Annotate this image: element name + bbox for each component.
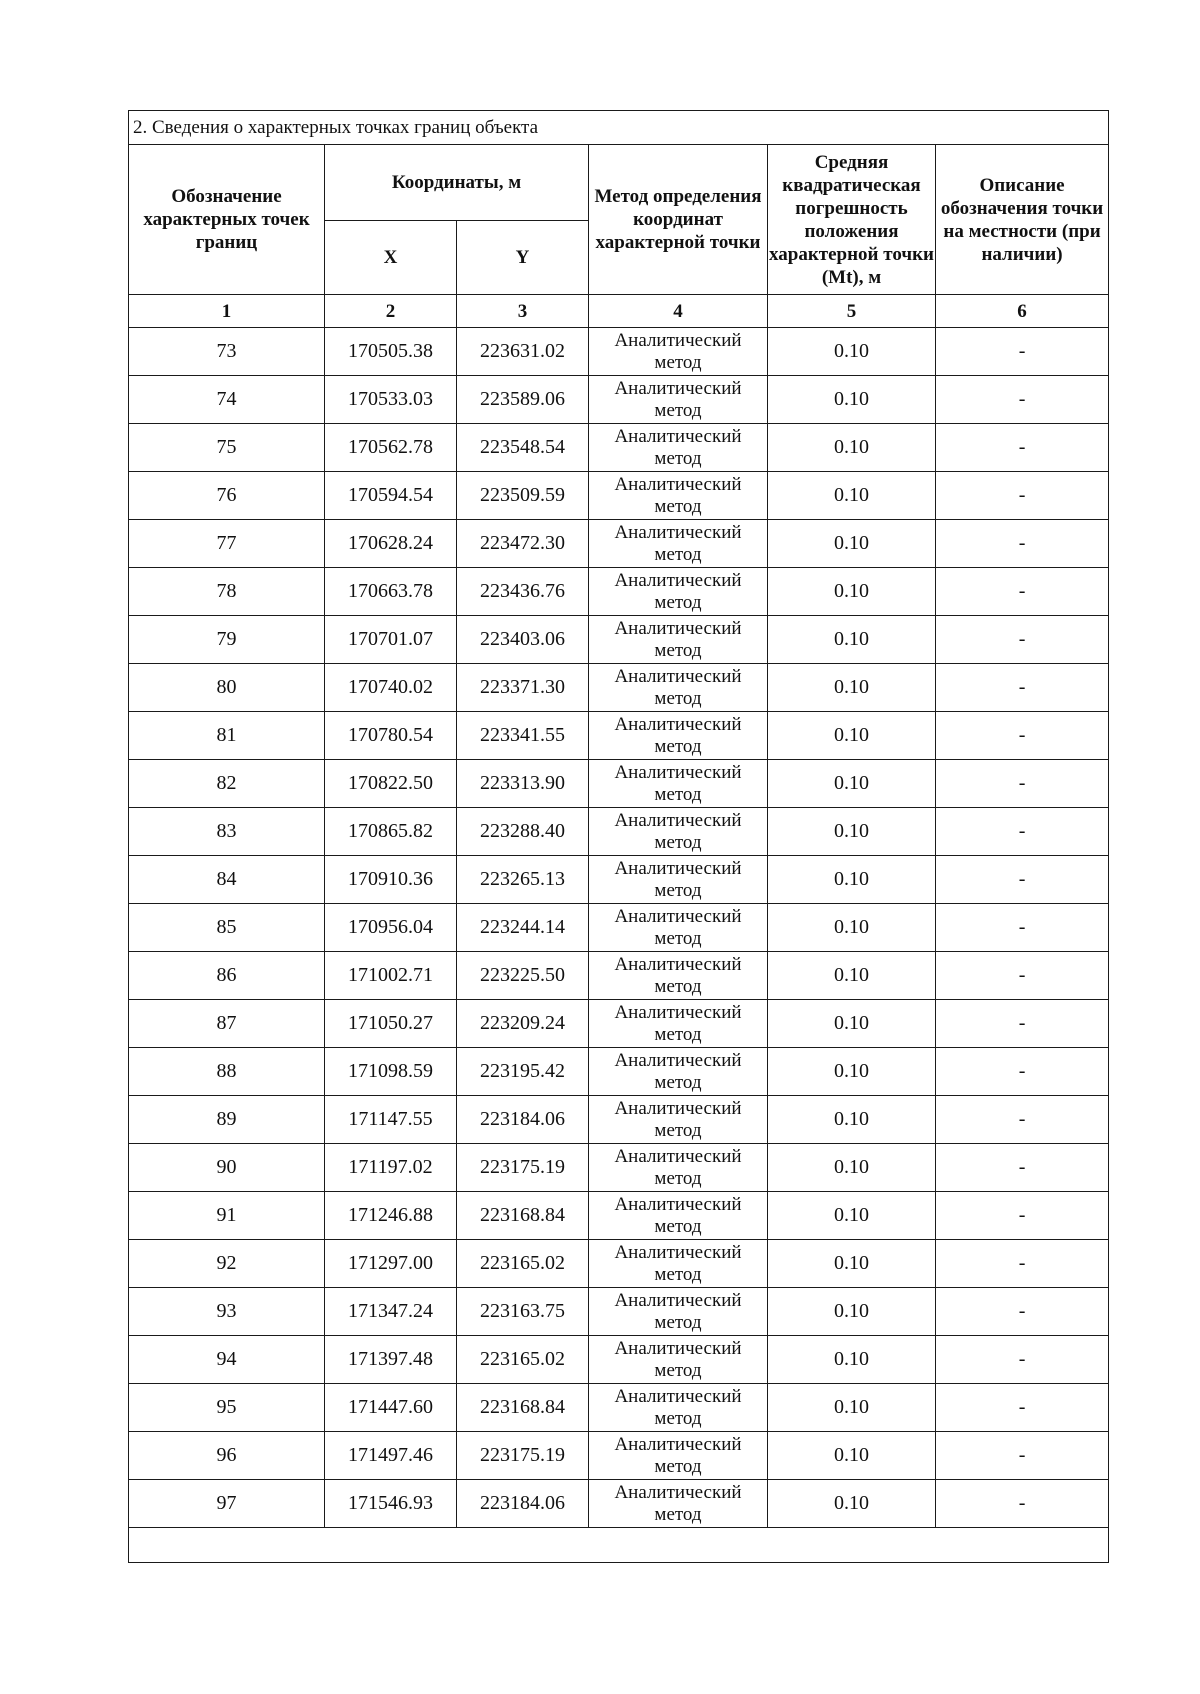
table-row — [129, 424, 1109, 472]
column-number-1: 1 — [129, 295, 325, 328]
y-coordinate-cell: 223288.40 — [457, 808, 589, 856]
method-line-2: метод — [654, 1167, 702, 1189]
method-cell — [589, 376, 768, 424]
error-mt-cell: 0.10 — [768, 1096, 936, 1144]
y-coordinate-cell: 223265.13 — [457, 856, 589, 904]
table-row — [129, 904, 1109, 952]
y-coordinate-cell: 223371.30 — [457, 664, 589, 712]
column-number-5: 5 — [768, 295, 936, 328]
error-mt-cell: 0.10 — [768, 856, 936, 904]
error-mt-cell: 0.10 — [768, 328, 936, 376]
error-mt-cell: 0.10 — [768, 664, 936, 712]
method-cell — [589, 1048, 768, 1096]
method-line-1: Аналитический — [614, 1001, 742, 1023]
method-line-1: Аналитический — [614, 713, 742, 735]
error-mt-cell: 0.10 — [768, 952, 936, 1000]
method-cell — [589, 472, 768, 520]
table-row — [129, 1336, 1109, 1384]
method-line-1: Аналитический — [614, 1049, 742, 1071]
table-row — [129, 712, 1109, 760]
table-row — [129, 616, 1109, 664]
error-mt-cell: 0.10 — [768, 1288, 936, 1336]
table-row — [129, 664, 1109, 712]
method-cell — [589, 1336, 768, 1384]
y-coordinate-cell: 223165.02 — [457, 1240, 589, 1288]
description-cell: - — [936, 904, 1109, 952]
x-coordinate-cell: 171246.88 — [325, 1192, 457, 1240]
table-row — [129, 1240, 1109, 1288]
table-row — [129, 376, 1109, 424]
method-cell — [589, 664, 768, 712]
empty-footer-row — [129, 1528, 1109, 1563]
x-coordinate-cell: 171447.60 — [325, 1384, 457, 1432]
description-cell: - — [936, 424, 1109, 472]
method-line-2: метод — [654, 927, 702, 949]
point-id-cell: 94 — [129, 1336, 325, 1384]
method-line-1: Аналитический — [614, 1289, 742, 1311]
table-row — [129, 952, 1109, 1000]
description-cell: - — [936, 1432, 1109, 1480]
x-coordinate-cell: 171497.46 — [325, 1432, 457, 1480]
description-cell: - — [936, 1336, 1109, 1384]
table-row — [129, 1048, 1109, 1096]
x-coordinate-cell: 171002.71 — [325, 952, 457, 1000]
point-id-cell: 93 — [129, 1288, 325, 1336]
method-line-2: метод — [654, 447, 702, 469]
y-coordinate-cell: 223165.02 — [457, 1336, 589, 1384]
x-coordinate-cell: 170663.78 — [325, 568, 457, 616]
method-line-2: метод — [654, 1023, 702, 1045]
point-id-cell: 74 — [129, 376, 325, 424]
method-line-1: Аналитический — [614, 665, 742, 687]
x-coordinate-cell: 170822.50 — [325, 760, 457, 808]
error-mt-cell: 0.10 — [768, 712, 936, 760]
point-id-cell: 78 — [129, 568, 325, 616]
method-line-1: Аналитический — [614, 617, 742, 639]
table-row — [129, 1144, 1109, 1192]
method-cell — [589, 952, 768, 1000]
header-y: Y — [457, 221, 589, 295]
method-cell — [589, 520, 768, 568]
error-mt-cell: 0.10 — [768, 1384, 936, 1432]
table-row — [129, 856, 1109, 904]
x-coordinate-cell: 170562.78 — [325, 424, 457, 472]
x-coordinate-cell: 171147.55 — [325, 1096, 457, 1144]
error-mt-cell: 0.10 — [768, 1048, 936, 1096]
point-id-cell: 79 — [129, 616, 325, 664]
method-line-1: Аналитический — [614, 329, 742, 351]
point-id-cell: 85 — [129, 904, 325, 952]
table-row — [129, 1480, 1109, 1528]
x-coordinate-cell: 170956.04 — [325, 904, 457, 952]
description-cell: - — [936, 472, 1109, 520]
method-cell — [589, 904, 768, 952]
x-coordinate-cell: 171397.48 — [325, 1336, 457, 1384]
error-mt-cell: 0.10 — [768, 1336, 936, 1384]
description-cell: - — [936, 1048, 1109, 1096]
error-mt-cell: 0.10 — [768, 1240, 936, 1288]
method-line-2: метод — [654, 591, 702, 613]
method-line-1: Аналитический — [614, 809, 742, 831]
method-line-2: метод — [654, 975, 702, 997]
y-coordinate-cell: 223509.59 — [457, 472, 589, 520]
y-coordinate-cell: 223168.84 — [457, 1384, 589, 1432]
error-mt-cell: 0.10 — [768, 760, 936, 808]
method-cell — [589, 568, 768, 616]
table-row — [129, 760, 1109, 808]
description-cell: - — [936, 808, 1109, 856]
method-line-2: метод — [654, 351, 702, 373]
y-coordinate-cell: 223209.24 — [457, 1000, 589, 1048]
point-id-cell: 86 — [129, 952, 325, 1000]
description-cell: - — [936, 664, 1109, 712]
x-coordinate-cell: 170865.82 — [325, 808, 457, 856]
error-mt-cell: 0.10 — [768, 1000, 936, 1048]
x-coordinate-cell: 171546.93 — [325, 1480, 457, 1528]
method-cell — [589, 1480, 768, 1528]
method-line-2: метод — [654, 639, 702, 661]
error-mt-cell: 0.10 — [768, 568, 936, 616]
document-sheet — [128, 110, 1108, 1563]
description-cell: - — [936, 1384, 1109, 1432]
method-cell — [589, 424, 768, 472]
method-line-1: Аналитический — [614, 857, 742, 879]
point-id-cell: 95 — [129, 1384, 325, 1432]
method-cell — [589, 616, 768, 664]
x-coordinate-cell: 170910.36 — [325, 856, 457, 904]
empty-footer-cell — [129, 1528, 1109, 1563]
error-mt-cell: 0.10 — [768, 808, 936, 856]
method-line-2: метод — [654, 735, 702, 757]
table-body — [129, 328, 1109, 1528]
error-mt-cell: 0.10 — [768, 520, 936, 568]
description-cell: - — [936, 1000, 1109, 1048]
method-cell — [589, 1240, 768, 1288]
method-line-1: Аналитический — [614, 1385, 742, 1407]
point-id-cell: 89 — [129, 1096, 325, 1144]
point-id-cell: 73 — [129, 328, 325, 376]
y-coordinate-cell: 223341.55 — [457, 712, 589, 760]
x-coordinate-cell: 171347.24 — [325, 1288, 457, 1336]
point-id-cell: 90 — [129, 1144, 325, 1192]
y-coordinate-cell: 223403.06 — [457, 616, 589, 664]
column-number-3: 3 — [457, 295, 589, 328]
table-row — [129, 1384, 1109, 1432]
description-cell: - — [936, 1240, 1109, 1288]
method-line-2: метод — [654, 1311, 702, 1333]
error-mt-cell: 0.10 — [768, 1144, 936, 1192]
point-id-cell: 96 — [129, 1432, 325, 1480]
error-mt-cell: 0.10 — [768, 424, 936, 472]
header-coordinates: Координаты, м — [325, 145, 589, 221]
method-line-1: Аналитический — [614, 1193, 742, 1215]
table-row — [129, 568, 1109, 616]
method-cell — [589, 328, 768, 376]
method-line-1: Аналитический — [614, 905, 742, 927]
y-coordinate-cell: 223472.30 — [457, 520, 589, 568]
point-id-cell: 82 — [129, 760, 325, 808]
method-line-2: метод — [654, 1215, 702, 1237]
method-cell — [589, 1288, 768, 1336]
table-row — [129, 328, 1109, 376]
x-coordinate-cell: 171297.00 — [325, 1240, 457, 1288]
point-id-cell: 75 — [129, 424, 325, 472]
description-cell: - — [936, 856, 1109, 904]
point-id-cell: 80 — [129, 664, 325, 712]
table-row — [129, 808, 1109, 856]
description-cell: - — [936, 616, 1109, 664]
method-line-1: Аналитический — [614, 761, 742, 783]
point-id-cell: 87 — [129, 1000, 325, 1048]
method-line-1: Аналитический — [614, 1481, 742, 1503]
column-number-2: 2 — [325, 295, 457, 328]
method-line-2: метод — [654, 495, 702, 517]
point-id-cell: 97 — [129, 1480, 325, 1528]
method-line-2: метод — [654, 1503, 702, 1525]
point-id-cell: 92 — [129, 1240, 325, 1288]
header-designation: Обозначение характерных точек границ — [129, 145, 325, 295]
table-row — [129, 1432, 1109, 1480]
method-cell — [589, 808, 768, 856]
y-coordinate-cell: 223175.19 — [457, 1432, 589, 1480]
method-cell — [589, 1384, 768, 1432]
table-row — [129, 1288, 1109, 1336]
table-row — [129, 520, 1109, 568]
method-line-2: метод — [654, 543, 702, 565]
description-cell: - — [936, 328, 1109, 376]
y-coordinate-cell: 223175.19 — [457, 1144, 589, 1192]
column-number-6: 6 — [936, 295, 1109, 328]
error-mt-cell: 0.10 — [768, 472, 936, 520]
method-cell — [589, 1144, 768, 1192]
y-coordinate-cell: 223168.84 — [457, 1192, 589, 1240]
description-cell: - — [936, 1480, 1109, 1528]
table-row — [129, 1000, 1109, 1048]
table-row — [129, 1192, 1109, 1240]
error-mt-cell: 0.10 — [768, 616, 936, 664]
error-mt-cell: 0.10 — [768, 1480, 936, 1528]
section-title: 2. Сведения о характерных точках границ объекта — [129, 111, 1109, 145]
method-line-2: метод — [654, 1119, 702, 1141]
error-mt-cell: 0.10 — [768, 904, 936, 952]
y-coordinate-cell: 223163.75 — [457, 1288, 589, 1336]
method-line-2: метод — [654, 783, 702, 805]
description-cell: - — [936, 1288, 1109, 1336]
boundary-points-table — [128, 110, 1109, 1563]
method-cell — [589, 856, 768, 904]
x-coordinate-cell: 170533.03 — [325, 376, 457, 424]
method-line-1: Аналитический — [614, 377, 742, 399]
y-coordinate-cell: 223589.06 — [457, 376, 589, 424]
column-number-4: 4 — [589, 295, 768, 328]
header-error: Средняя квадратическая погрешность положения характерной точки (Mt), м — [768, 145, 936, 295]
method-cell — [589, 1000, 768, 1048]
y-coordinate-cell: 223184.06 — [457, 1480, 589, 1528]
x-coordinate-cell: 170701.07 — [325, 616, 457, 664]
method-line-2: метод — [654, 687, 702, 709]
method-line-1: Аналитический — [614, 1433, 742, 1455]
point-id-cell: 83 — [129, 808, 325, 856]
method-line-2: метод — [654, 1407, 702, 1429]
y-coordinate-cell: 223436.76 — [457, 568, 589, 616]
method-cell — [589, 1432, 768, 1480]
description-cell: - — [936, 520, 1109, 568]
description-cell: - — [936, 952, 1109, 1000]
point-id-cell: 81 — [129, 712, 325, 760]
description-cell: - — [936, 1192, 1109, 1240]
method-cell — [589, 1096, 768, 1144]
error-mt-cell: 0.10 — [768, 1192, 936, 1240]
error-mt-cell: 0.10 — [768, 1432, 936, 1480]
method-line-1: Аналитический — [614, 953, 742, 975]
method-cell — [589, 712, 768, 760]
point-id-cell: 91 — [129, 1192, 325, 1240]
x-coordinate-cell: 170594.54 — [325, 472, 457, 520]
method-line-2: метод — [654, 879, 702, 901]
description-cell: - — [936, 1096, 1109, 1144]
method-line-1: Аналитический — [614, 1097, 742, 1119]
point-id-cell: 88 — [129, 1048, 325, 1096]
point-id-cell: 84 — [129, 856, 325, 904]
y-coordinate-cell: 223184.06 — [457, 1096, 589, 1144]
description-cell: - — [936, 376, 1109, 424]
header-method: Метод определения координат характерной точки — [589, 145, 768, 295]
description-cell: - — [936, 760, 1109, 808]
table-row — [129, 472, 1109, 520]
description-cell: - — [936, 568, 1109, 616]
method-line-1: Аналитический — [614, 521, 742, 543]
method-line-2: метод — [654, 1359, 702, 1381]
error-mt-cell: 0.10 — [768, 376, 936, 424]
method-line-1: Аналитический — [614, 1337, 742, 1359]
method-cell — [589, 1192, 768, 1240]
description-cell: - — [936, 712, 1109, 760]
point-id-cell: 76 — [129, 472, 325, 520]
method-line-2: метод — [654, 1263, 702, 1285]
y-coordinate-cell: 223225.50 — [457, 952, 589, 1000]
header-description: Описание обозначения точки на местности (при наличии) — [936, 145, 1109, 295]
point-id-cell: 77 — [129, 520, 325, 568]
table-row — [129, 1096, 1109, 1144]
y-coordinate-cell: 223631.02 — [457, 328, 589, 376]
description-cell: - — [936, 1144, 1109, 1192]
method-line-2: метод — [654, 831, 702, 853]
y-coordinate-cell: 223244.14 — [457, 904, 589, 952]
y-coordinate-cell: 223313.90 — [457, 760, 589, 808]
method-line-1: Аналитический — [614, 425, 742, 447]
method-line-2: метод — [654, 399, 702, 421]
table-header — [129, 111, 1109, 328]
header-x: X — [325, 221, 457, 295]
method-line-1: Аналитический — [614, 473, 742, 495]
x-coordinate-cell: 170740.02 — [325, 664, 457, 712]
method-cell — [589, 760, 768, 808]
x-coordinate-cell: 171098.59 — [325, 1048, 457, 1096]
method-line-1: Аналитический — [614, 1241, 742, 1263]
x-coordinate-cell: 170505.38 — [325, 328, 457, 376]
method-line-2: метод — [654, 1455, 702, 1477]
method-line-1: Аналитический — [614, 1145, 742, 1167]
x-coordinate-cell: 171050.27 — [325, 1000, 457, 1048]
y-coordinate-cell: 223195.42 — [457, 1048, 589, 1096]
method-line-2: метод — [654, 1071, 702, 1093]
x-coordinate-cell: 170628.24 — [325, 520, 457, 568]
x-coordinate-cell: 171197.02 — [325, 1144, 457, 1192]
x-coordinate-cell: 170780.54 — [325, 712, 457, 760]
y-coordinate-cell: 223548.54 — [457, 424, 589, 472]
method-line-1: Аналитический — [614, 569, 742, 591]
